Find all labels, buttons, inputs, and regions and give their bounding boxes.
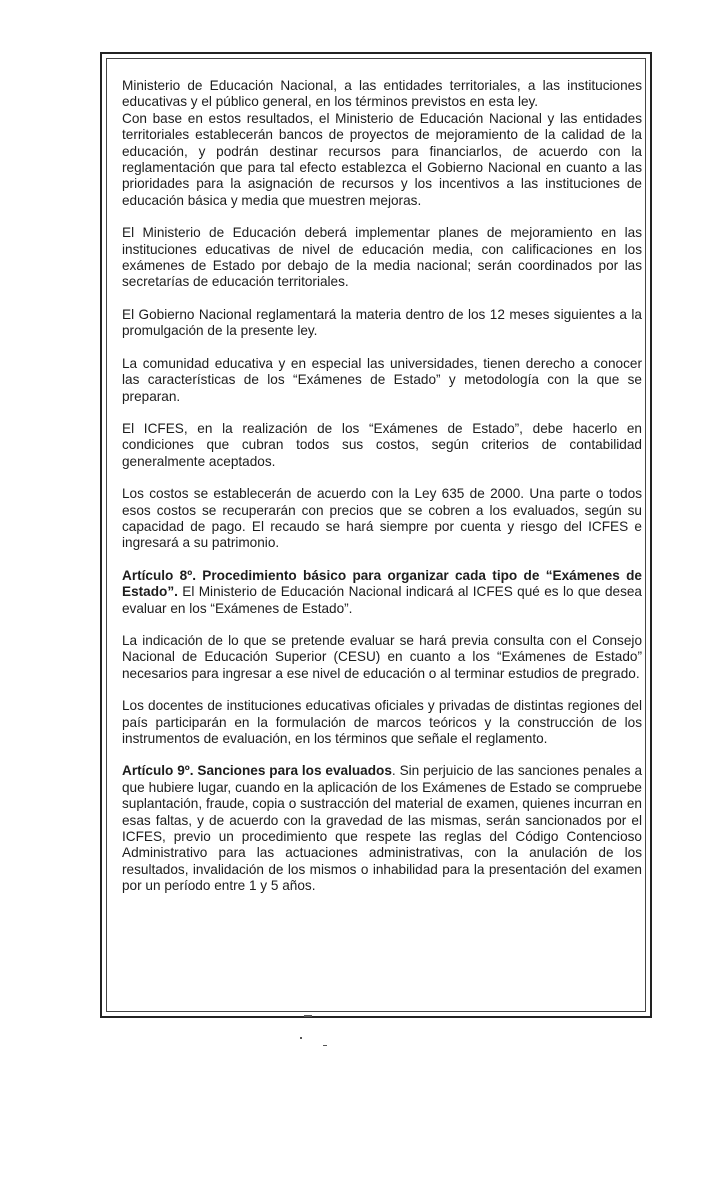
article-9-heading: Artículo 9º. Sanciones para los evaluados bbox=[122, 763, 392, 779]
paragraph-improvement-plans: El Ministerio de Educación deberá implementar planes de mejoramiento en las instituciones educativas de nivel de educación media, con calificaciones en los exámenes de Estado por debajo de la media nacional; serán coordinados por las secretarías de educación territoriales. bbox=[122, 225, 642, 290]
paragraph-regulation-deadline: El Gobierno Nacional reglamentará la materia dentro de los 12 meses siguientes a la promulgación de la presente ley. bbox=[122, 306, 642, 339]
paragraph-cesu-consultation: La indicación de lo que se pretende evaluar se hará previa consulta con el Consejo Nacional de Educación Superior (CESU) en cuanto a los “Exámenes de Estado” necesarios para ingresar a ese nivel de educación o al terminar estudios de pregrado. bbox=[122, 632, 642, 681]
scan-speck bbox=[300, 1037, 302, 1039]
paragraph-article-9 bbox=[122, 763, 642, 894]
paragraph-article-8 bbox=[122, 568, 642, 617]
paragraph-intro-continuation: Ministerio de Educación Nacional, a las entidades territoriales, a las instituciones educativas y el público general, en los términos previstos en esta ley. bbox=[122, 78, 642, 110]
paragraph-community-rights: La comunidad educativa y en especial las universidades, tienen derecho a conocer las características de los “Exámenes de Estado” y metodología con la que se preparan. bbox=[122, 355, 642, 404]
article-8-heading: Artículo 8º. Procedimiento básico para organizar cada tipo de “Exámenes de Estado”. bbox=[122, 567, 642, 600]
article-8-text: El Ministerio de Educación Nacional indicará al ICFES qué es lo que desea evaluar en los “Exámenes de Estado”. bbox=[122, 584, 642, 616]
article-9-text: . Sin perjuicio de las sanciones penales a que hubiere lugar, cuando en la aplicación de los Exámenes de Estado se compruebe suplantación, fraude, copia o sustracción del material de examen, quienes incurran en esas faltas, y de acuerdo con la gravedad de las mismas, serán sancionados por el ICFES, previo un procedimiento que respete las reglas del Código Contencioso Administrativo para las actuaciones administrativas, con la anulación de los resultados, invalidación de los mismos o inhabilidad para la presentación del examen por un período entre 1 y 5 años. bbox=[122, 763, 642, 894]
paragraph-project-banks: Con base en estos resultados, el Ministerio de Educación Nacional y las entidades territoriales establecerán bancos de proyectos de mejoramiento de la calidad de la educación, y podrán destinar recursos para financiarlos, de acuerdo con la reglamentación que para tal efecto establezca el Gobierno Nacional en cuanto a las prioridades para la asignación de recursos y los incentivos a las instituciones de educación básica y media que muestren mejoras. bbox=[122, 110, 642, 208]
document-body bbox=[122, 78, 642, 911]
paragraph-icfes-costs: El ICFES, en la realización de los “Exámenes de Estado”, debe hacerlo en condiciones que cubran todos sus costos, según criterios de contabilidad generalmente aceptados. bbox=[122, 420, 642, 469]
paragraph-teachers-participation: Los docentes de instituciones educativas oficiales y privadas de distintas regiones del país participarán en la formulación de marcos teóricos y la construcción de los instrumentos de evaluación, en los términos que señale el reglamento. bbox=[122, 698, 642, 746]
paragraph-cost-recovery: Los costos se establecerán de acuerdo con la Ley 635 de 2000. Una parte o todos esos costos se recuperarán con precios que se cobren a los evaluados, según su capacidad de pago. El recaudo se hará siempre por cuenta y riesgo del ICFES e ingresará a su patrimonio. bbox=[122, 486, 642, 551]
scan-speck bbox=[304, 1015, 312, 1017]
scan-speck bbox=[323, 1045, 327, 1046]
